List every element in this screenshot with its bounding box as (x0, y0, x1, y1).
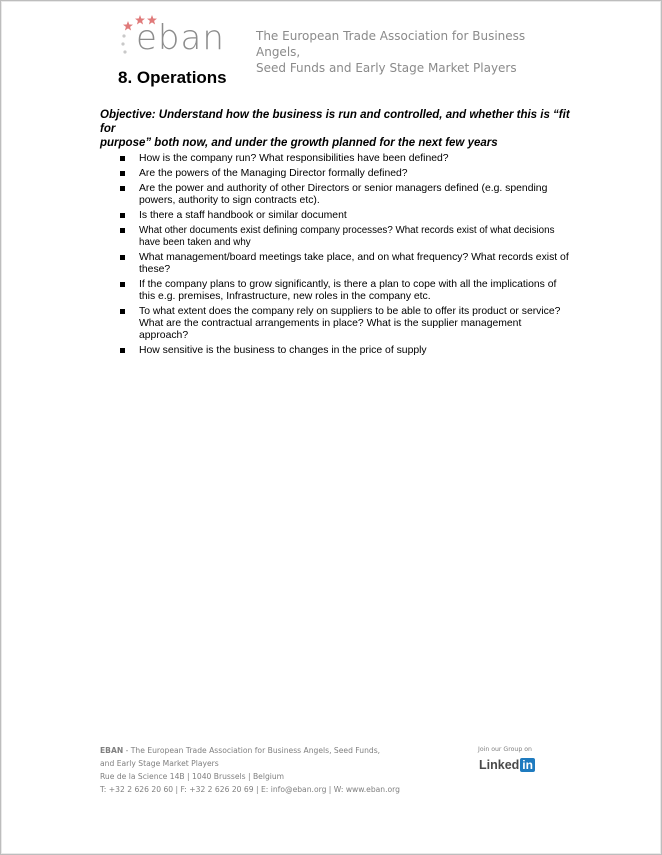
linkedin-wordmark: Linked (479, 758, 520, 772)
join-group-label: Join our Group on (478, 746, 532, 753)
list-item: Is there a staff handbook or similar document (100, 210, 570, 222)
linkedin-badge-icon: in (522, 758, 533, 772)
list-item: To what extent does the company rely on suppliers to be able to offer its product or service? What are the contractual arrangements in place? What is the supplier management approach? (100, 306, 570, 342)
objective-line-2: purpose” both now, and under the growth planned for the next few years (100, 137, 498, 149)
objective-line-1: Objective: Understand how the business is run and controlled, and whether this is “fit for (100, 109, 570, 135)
list-item: Are the power and authority of other Directors or senior managers defined (e.g. spending powers, authority to sign contracts etc). (100, 183, 570, 207)
footer-address: Rue de la Science 14B | 1040 Brussels | Belgium (100, 772, 285, 781)
linkedin-logo[interactable] (479, 757, 535, 773)
footer-line-1 (100, 744, 440, 757)
list-item: Are the powers of the Managing Director formally defined? (100, 168, 570, 180)
section-title: 8. Operations (118, 68, 227, 87)
list-item: How sensitive is the business to changes in the price of supply (100, 345, 570, 357)
list-item: What management/board meetings take place, and on what frequency? What records exist of these? (100, 252, 570, 276)
footer-line-2: and Early Stage Market Players (100, 759, 219, 768)
footer (100, 744, 440, 796)
list-item: If the company plans to grow significantly, is there a plan to cope with all the implications of this e.g. premises, Infrastructure, new roles in the company etc. (100, 279, 570, 303)
footer-line-1-text: - The European Trade Association for Business Angels, Seed Funds, (123, 746, 381, 755)
objective-text (100, 108, 570, 150)
footer-brand: EBAN (100, 746, 124, 755)
list-item: How is the company run? What responsibilities have been defined? (100, 153, 570, 165)
tagline-line-1: The European Trade Association for Business Angels, (256, 29, 526, 59)
question-list (100, 153, 570, 360)
footer-contact: T: +32 2 626 20 60 | F: +32 2 626 20 69 | E: info@eban.org | W: www.eban.org (100, 785, 400, 794)
eban-logo: eban (136, 18, 225, 58)
header-tagline (256, 28, 556, 76)
list-item: What other documents exist defining company processes? What records exist of what decisions have been taken and why (100, 225, 570, 249)
tagline-line-2: Seed Funds and Early Stage Market Players (256, 61, 517, 75)
